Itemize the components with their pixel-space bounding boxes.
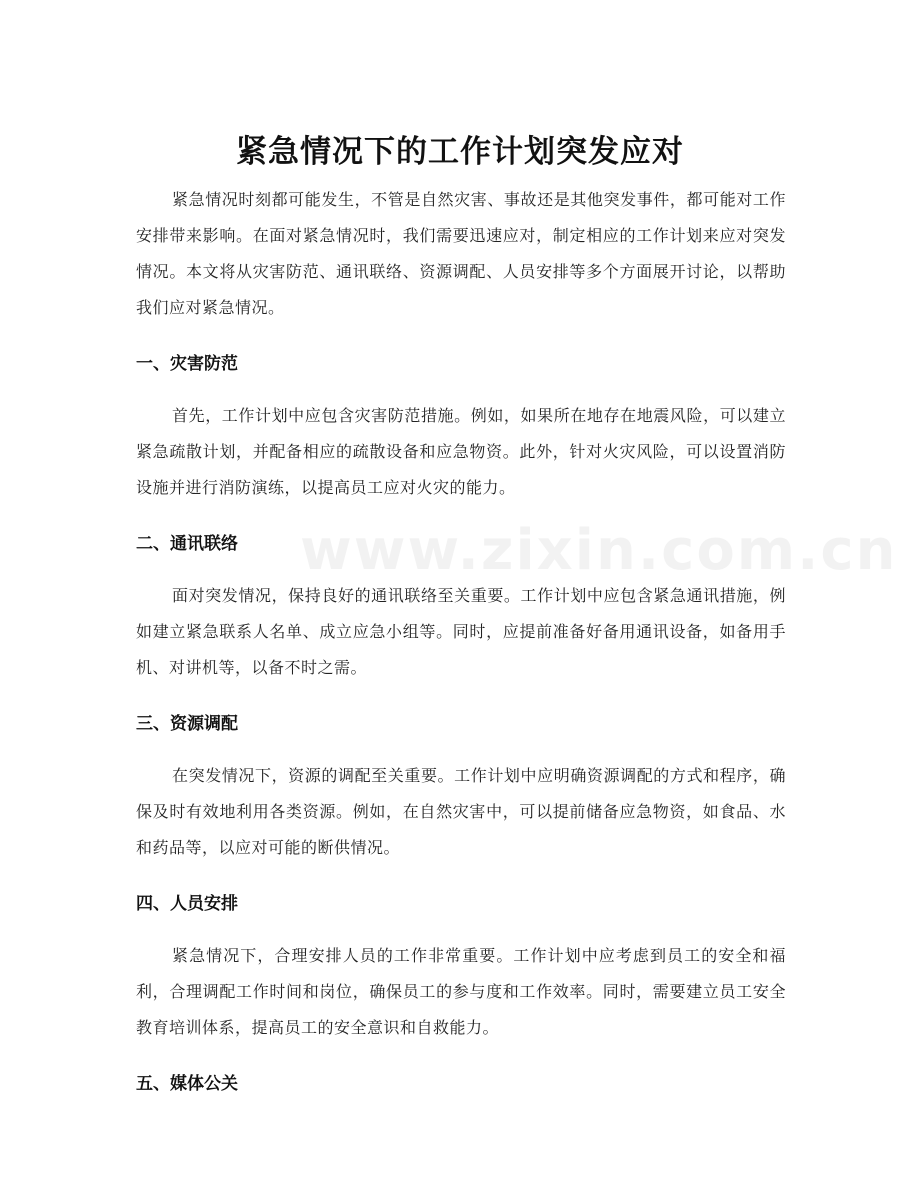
spacer bbox=[136, 562, 786, 578]
spacer bbox=[136, 686, 786, 706]
watermark-text: www.zixin.com.cn bbox=[300, 518, 898, 583]
spacer bbox=[136, 326, 786, 346]
section-body-communication: 面对突发情况，保持良好的通讯联络至关重要。工作计划中应包含紧急通讯措施，例如建立紧急联系人名单、成立应急小组等。同时，应提前准备好备用通讯设备，如备用手机、对讲机等，以备不时之需。 bbox=[136, 586, 786, 677]
spacer bbox=[136, 866, 786, 886]
section-body-resource-allocation: 在突发情况下，资源的调配至关重要。工作计划中应明确资源调配的方式和程序，确保及时有效地利用各类资源。例如，在自然灾害中，可以提前储备应急物资，如食品、水和药品等，以应对可能的断供情况。 bbox=[136, 766, 786, 857]
spacer bbox=[136, 922, 786, 938]
spacer bbox=[136, 382, 786, 398]
document-body bbox=[136, 182, 898, 1102]
section-heading-staffing: 四、人员安排 bbox=[136, 894, 238, 914]
section-body-staffing: 紧急情况下，合理安排人员的工作非常重要。工作计划中应考虑到员工的安全和福利，合理调配工作时间和岗位，确保员工的参与度和工作效率。同时，需要建立员工安全教育培训体系，提高员工的安全意识和自救能力。 bbox=[136, 946, 786, 1037]
section-heading-communication: 二、通讯联络 bbox=[136, 534, 238, 554]
intro-paragraph: 紧急情况时刻都可能发生，不管是自然灾害、事故还是其他突发事件，都可能对工作安排带来影响。在面对紧急情况时，我们需要迅速应对，制定相应的工作计划来应对突发情况。本文将从灾害防范、通讯联络、资源调配、人员安排等多个方面展开讨论，以帮助我们应对紧急情况。 bbox=[136, 190, 786, 317]
spacer bbox=[136, 506, 786, 526]
section-heading-media-relations: 五、媒体公关 bbox=[136, 1074, 238, 1094]
section-heading-resource-allocation: 三、资源调配 bbox=[136, 714, 238, 734]
spacer bbox=[136, 742, 786, 758]
spacer bbox=[136, 1046, 786, 1066]
section-heading-disaster-prevention: 一、灾害防范 bbox=[136, 354, 238, 374]
section-body-disaster-prevention: 首先，工作计划中应包含灾害防范措施。例如，如果所在地存在地震风险，可以建立紧急疏散计划，并配备相应的疏散设备和应急物资。此外，针对火灾风险，可以设置消防设施并进行消防演练，以提高员工应对火灾的能力。 bbox=[136, 406, 786, 497]
document-title: 紧急情况下的工作计划突发应对 bbox=[236, 133, 684, 170]
